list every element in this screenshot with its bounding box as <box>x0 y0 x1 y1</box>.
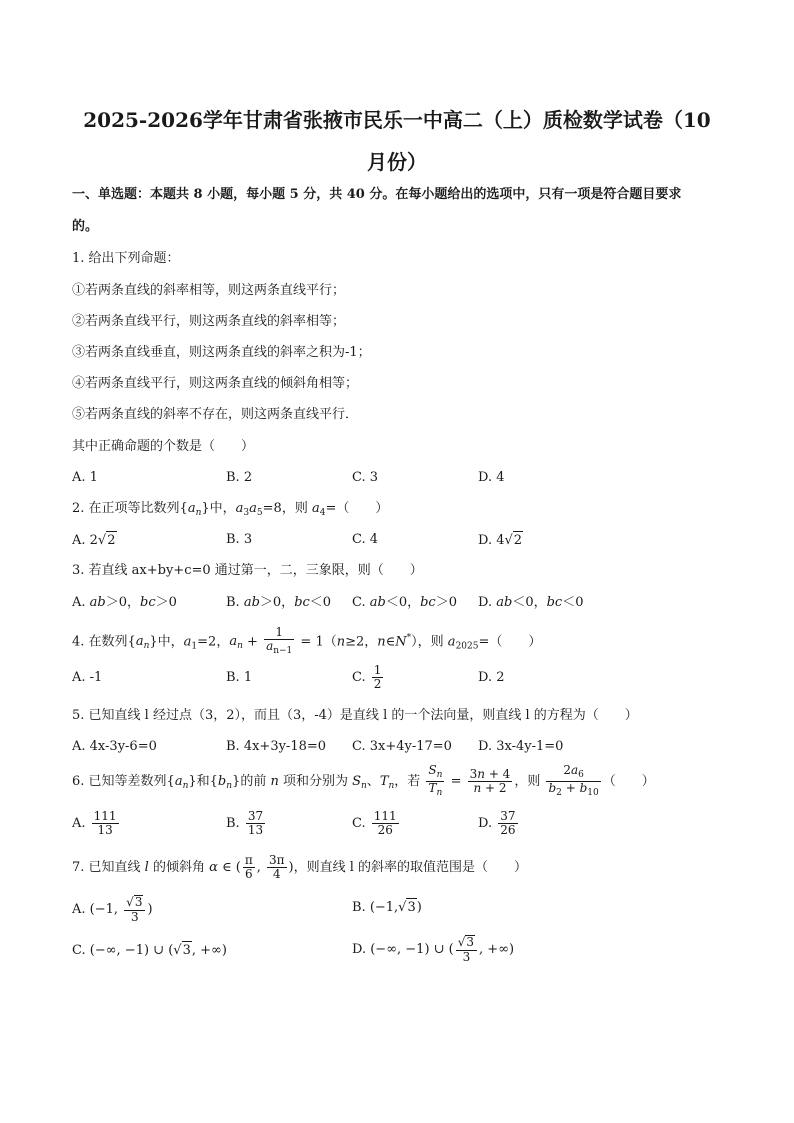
question-3-stem: 3. 若直线 ax+by+c=0 通过第一，二，三象限，则（ ） <box>72 563 423 578</box>
exam-title-line2: 月份） <box>367 150 427 174</box>
q1-proposition-5: ⑤若两条直线的斜率不存在，则这两条直线平行． <box>72 407 359 422</box>
exam-title-line1: 2025-2026学年甘肃省张掖市民乐一中高二（上）质检数学试卷（10 <box>83 108 711 132</box>
question-5-stem: 5. 已知直线 l 经过点（3，2），而且（3，-4）是直线 l 的一个法向量，则直线 l 的方程为（ ） <box>72 708 638 723</box>
q4-option-b: B. 1 <box>226 670 253 685</box>
q4-option-c: C. $\frac{1}{2}$ <box>352 662 382 691</box>
q3-option-c: C. ab＜0，bc＞0 <box>352 595 457 610</box>
q5-option-a: A. 4x-3y-6=0 <box>72 739 157 754</box>
q6-option-a: A. $\frac{111}{13}$ <box>72 808 117 837</box>
q1-option-d: D. 4 <box>478 470 505 485</box>
question-2-stem: 2. 在正项等比数列$\{a_n\}$中，$a_3a_5=8$，则 $a_4=$（ ） <box>72 501 389 518</box>
question-4-stem: 4. 在数列$\{a_n\}$中，$a_1=2$，$a_n$ + $\frac{1}{a_{n-1}}$ = 1（n≥2，n∈N*），则 $a_{2025}=$（ ） <box>72 625 542 657</box>
section-header-cont: 的。 <box>72 219 99 234</box>
question-7-stem: 7. 已知直线 l 的倾斜角 α ∈ ( $\frac{\pi}{6}$ , $\frac{3\pi}{4}$ )，则直线 l 的斜率的取值范围是（ ） <box>72 852 528 881</box>
q6-option-d: D. $\frac{37}{26}$ <box>478 808 516 837</box>
q2-option-b: B. 3 <box>226 532 253 547</box>
q3-option-a: A. ab＞0，bc＞0 <box>72 595 177 610</box>
q6-option-c: C. $\frac{111}{26}$ <box>352 808 397 837</box>
q7-option-b: B. (−1,√3) <box>352 900 422 915</box>
q1-option-a: A. 1 <box>72 470 98 485</box>
q7-stem-tail: ，则直线 l 的斜率的取值范围是（ ） <box>293 860 528 875</box>
q1-proposition-3: ③若两条直线垂直，则这两条直线的斜率之积为-1； <box>72 345 371 360</box>
q1-option-c: C. 3 <box>352 470 379 485</box>
section-header: 一、单选题：本题共 8 小题，每小题 5 分，共 40 分。在每小题给出的选项中，只有一项是符合题目要求 <box>72 187 682 202</box>
q2-option-d: D. 4√2 <box>478 533 523 548</box>
question-1-stem: 1. 给出下列命题： <box>72 251 180 266</box>
q5-option-c: C. 3x+4y-17=0 <box>352 739 452 754</box>
q2-option-c: C. 4 <box>352 532 379 547</box>
q4-option-d: D. 2 <box>478 670 505 685</box>
q1-proposition-2: ②若两条直线平行，则这两条直线的斜率相等； <box>72 314 346 329</box>
q3-option-d: D. ab＜0，bc＜0 <box>478 595 584 610</box>
q5-option-d: D. 3x-4y-1=0 <box>478 739 564 754</box>
q5-option-b: B. 4x+3y-18=0 <box>226 739 327 754</box>
q1-proposition-1: ①若两条直线的斜率相等，则这两条直线平行； <box>72 283 346 298</box>
q7-option-c: C. (−∞, −1) ∪ (√3, +∞) <box>72 943 227 958</box>
q1-option-b: B. 2 <box>226 470 253 485</box>
q1-ask: 其中正确命题的个数是（ ） <box>72 439 255 454</box>
q4-option-a: A. -1 <box>72 670 103 685</box>
q6-option-b: B. $\frac{37}{13}$ <box>226 808 264 837</box>
q7-option-d: D. (−∞, −1) ∪ ( $\frac{√3}{3}$ , +∞) <box>352 935 515 964</box>
q7-option-a: A. (−1, $\frac{√3}{3}$ ) <box>72 895 153 924</box>
q1-proposition-4: ④若两条直线平行，则这两条直线的倾斜角相等； <box>72 376 359 391</box>
question-6-stem: 6. 已知等差数列$\{a_n\}$和$\{b_n\}$的前 n 项和分别为 $S_n$、$T_n$，若 $\frac{S_n}{T_n}$ = $\frac{3n + 4}{n + 2}$ ，则 $\frac{2a_6}{b_2 + b_{10}}$ （ ） <box>72 763 655 798</box>
q2-option-a: A. 2√2 <box>72 533 116 548</box>
q3-option-b: B. ab＞0，bc＜0 <box>226 595 332 610</box>
